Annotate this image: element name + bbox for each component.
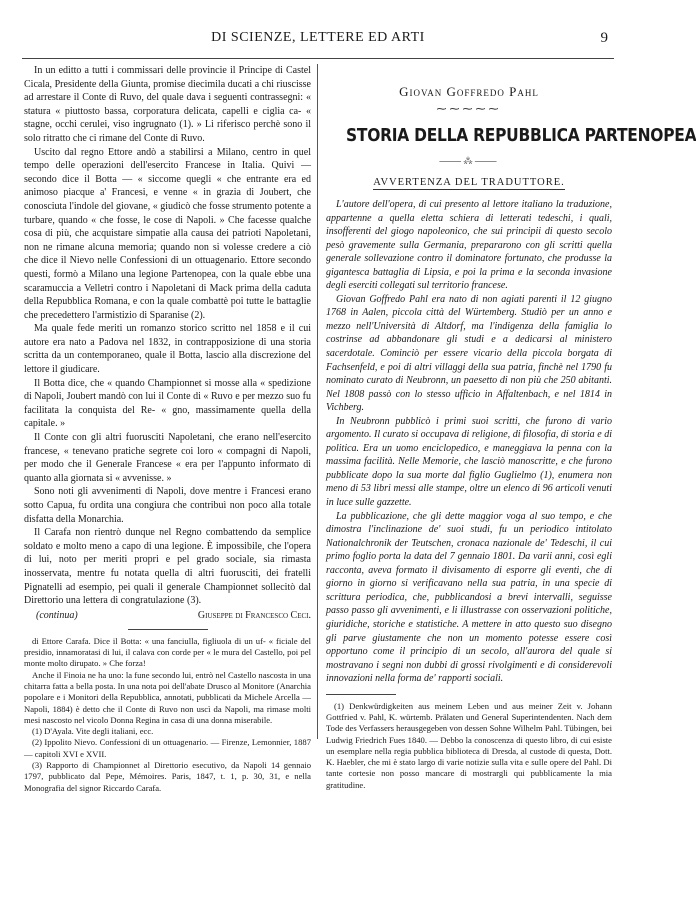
header-rule [22,58,614,59]
left-column [24,64,311,794]
footnote: (2) Ippolito Nievo. Confessioni di un ottuagenario. — Firenze, Lemonnier, 1887 — capitoli XVI e XVII. [24,737,311,759]
right-paragraph: In Neubronn pubblicò i primi suoi scritti, che furono di vario argomento. Il curato si occupava di religione, di filosofia, di storia e di politica. Era un uomo enciclopedico, e maneggiava la penna con la massima facilità. Nelle Memorie, che lasciò manoscritte, e che furono pubblicate dopo la sua morte dal figlio Guglielmo (1), enumera non meno di 53 libri messi alle stampe, oltre un elenco di 96 articoli venuti in luce sulle gazzette. [326,415,612,509]
left-body [24,64,311,608]
right-paragraph: La pubblicazione, che gli dette maggior voga al suo tempo, e che dimostra l'inclinazione de' suoi studi, fu un periodico intitolato Nationalchronik der Teutschen, cronaca nazionale de' Tedeschi, il cui primo foglio porta la data del 7 gennaio 1801. Da varii anni, così egli racconta, aveva formato il divisamento di esporre gli eventi, che di giorno in giorno si verificavano nella sua patria, in una specie di scrittura periodica, che, pubblicandosi a brevi intervalli, seguisse passo passo gli avvenimenti, e li illustrasse con osservazioni politiche, giuridiche, storiche e statistiche. A mettere in atto questo suo disegno gli parve giustamente che non un momento potesse essere così opportuno come il principio di un secolo, all'aurora del quale si mostravano i segni non dubbi di grossi rivolgimenti e di considerevoli innovazioni nella forma de' rapporti sociali. [326,510,612,685]
left-footnotes [24,636,311,794]
continua-label: (continua) [36,609,78,621]
author-heading: Giovan Goffredo Pahl [399,84,539,99]
left-paragraph: Il Carafa non rientrò dunque nel Regno combattendo da semplice soldato e molto meno a capo di una legione. È impossibile, che l'opera di lui, noto per meriti propri e pel grado sociale, sia rimasta inosservata, mentre fu notata quella di altri fuorusciti, dei fratelli Pignatelli ad esempio, pei quali il generale Championnet sollecitò dal Direttorio una lettera di congratulazione (3). [24,527,311,607]
right-column [326,64,696,791]
ornament-rule-small: ⸻⁂⸻ [439,156,499,166]
footnote: Anche il Finoia ne ha uno: la fune secondo lui, entrò nel Castello nascosta in una chitarra fatta a bella posta. In una nota poi dell'abate Drusco al Monitore (Anarchia popolare e i Monitori della Repubblica, annotati, pubblicati da Michele Arcella — Napoli, 1884) è detto che il Conte di Ruvo non uscì da Napoli, ma rimase molti mesi nascosto nel vicolo Donna Regina in casa di una donna miserabile. [24,669,311,725]
left-paragraph: Il Conte con gli altri fuorusciti Napoletani, che erano nell'esercito francese, « tenevano pratiche segrete coi loro « compagni di Napoli, per modo che il Generale Francese « era per l'appunto informato di quanto alla giornata si « avvenisse. » [24,432,311,484]
left-paragraph: Ma quale fede meriti un romanzo storico scritto nel 1858 e il cui autore era nato a Padova nel 1832, in contrapposizione di una storia scritta da un contemporaneo, quale il Botta, lascio alla discrezione del lettore il giudicare. [24,323,311,376]
left-paragraph: Uscito dal regno Ettore andò a stabilirsi a Milano, centro in quel tempo delle operazioni dell'esercito Francese in Italia. Quivi — secondo dice il Botta — « siccome quegli « che entrante era ed animoso piacque a' Francesi, e venne « in grazia di Joubert, che conosciuta l'indole del giovane, « giudicò che fosse strumento potente a turbare, quando « che fosse, le cose di Napoli. » Che facesse qualche cosa di più, che acquistare simpatie alla causa dei patrioti Napoletani, non ne rimane alcuna memoria; quando non si volesse credere a ciò che dice il Nievo nelle Confessioni di un ottuagenario. Ettore secondo questi, formò a Milano una legione Partenopea, con la quale ebbe una scaramuccia a Velletri contro i Napoletani di Mack prima della caduta della Repubblica Romana, e con la quale combattè poi tutte le battaglie che precedettero l'armistizio di Sparanise (2). [24,146,312,321]
right-footnotes [326,701,612,791]
section-title [326,177,612,188]
notes-rule [128,629,208,630]
footnote: (3) Rapporto di Championnet al Direttorio esecutivo, da Napoli 14 gennaio 1797, pubblicato dal Pepe, Mémoires. Paris, 1847, t. 1, p. 30, 31, e nella Monografia del signor Riccardo Carafa. [24,760,311,793]
page-header [20,30,616,58]
running-title: DI SCIENZE, LETTERE ED ARTI [211,30,425,45]
right-paragraph: L'autore dell'opera, di cui presento al lettore italiano la traduzione, appartenne a quella eletta schiera di letterati tedeschi, i quali, insofferenti del giogo napoleonico, che sui principii di questo secolo pesò gravemente sulla Germania, prepararono con gli scritti quella generale sollevazione contro il dominatore fortunato, che produsse la gigantesca battaglia di Lipsia, e poi la prima e la seconda invasione degli eserciti collegati sul territorio francese. [326,199,612,292]
left-paragraph: Il Botta dice, che « quando Championnet si mosse alla « spedizione di Napoli, Joubert mandò con lui il Conte di « Ruvo e per mezzo suo fu facilitata la conquista del Re- « gno, massimamente quella della capitale. » [24,377,311,430]
page-number: 9 [600,30,608,46]
right-notes-rule [326,694,396,695]
column-divider [317,64,318,739]
section-title-text: AVVERTENZA DEL TRADUTTORE. [373,177,565,188]
article-author: Giuseppe di Francesco Ceci. [197,609,311,621]
left-paragraph: Sono noti gli avvenimenti di Napoli, dove mentre i Francesi erano sotto Capua, fu ordita una congiura che contribuì non poco alla totale disfatta della Monarchia. [24,486,311,525]
signature-line [24,610,311,621]
footnote: (1) D'Ayala. Vite degli italiani, ecc. [32,726,154,737]
left-paragraph: In un editto a tutti i commissari delle provincie il Principe di Castel Cicala, Presidente della Giunta, promise diecimila ducati a chi riuscisse ad arrestare il Conte di Ruvo, del quale dava i seguenti contrassegni: « statura « piuttosto bassa, corporatura delicata, capelli e ciglia ca- « stagne, occhi cerulei, viso ingrugnato (1). » Li riferisco perchè sono il solo ritratto che ci rimane del Conte di Ruvo. [24,65,311,144]
ornament-rule: ⁓⁓⁓⁓⁓ [436,104,502,115]
footnote: di Ettore Carafa. Dice il Botta: « una fanciulla, figliuola di un uf- « ficiale del presidio, innamoratasi di lui, il calava con corde per « le mura del Castello, poi pel monte molto dirupato. » Che forza! [24,635,311,669]
footnote: (1) Denkwürdigkeiten aus meinem Leben und aus meiner Zeit v. Johann Gottfried v. Pahl, K. würtemb. Prälaten und General Superintendenten. Nach dem Tode des Verfassers herausgegeben von dessen Sohne Wilhelm Pahl. Tübingen, bei Ludwig Friedrich Fues 1840. — Debbo la conoscenza di questo libro, di cui esiste un esemplare nella regia pubblica biblioteca di Dresda, al custode di questa, Dott. K. Haebler, che mi è stato largo di varie notizie sulla vita e sulle opere del Pahl. Di tante cortesie non posso mancare di mostrargli qui pubblicamente la mia gratitudine. [326,700,612,790]
right-body [326,198,612,686]
right-paragraph: Giovan Goffredo Pahl era nato di non agiati parenti il 12 giugno 1768 in Aalen, piccola città del Würtemberg. Studiò per un anno e mezzo nell'Università di Altdorf, ma l'indigenza della famiglia lo costrinse ad abbandonare gli studi e a dedicarsi al ministero sacerdotale. Cominciò per essere vicario della piccola borgata di Fachsenfeld, e poi di altri villaggi della sua patria, finchè nel 1790 fu nominato curato di Neubronn, un paesetto di non più che 250 abitanti. Nel 1808 passò con lo stesso ufficio in Affaltenbach, e nel 1814 in Vichberg. [326,293,612,414]
work-title: STORIA DELLA REPUBBLICA PARTENOPEA [346,125,696,146]
